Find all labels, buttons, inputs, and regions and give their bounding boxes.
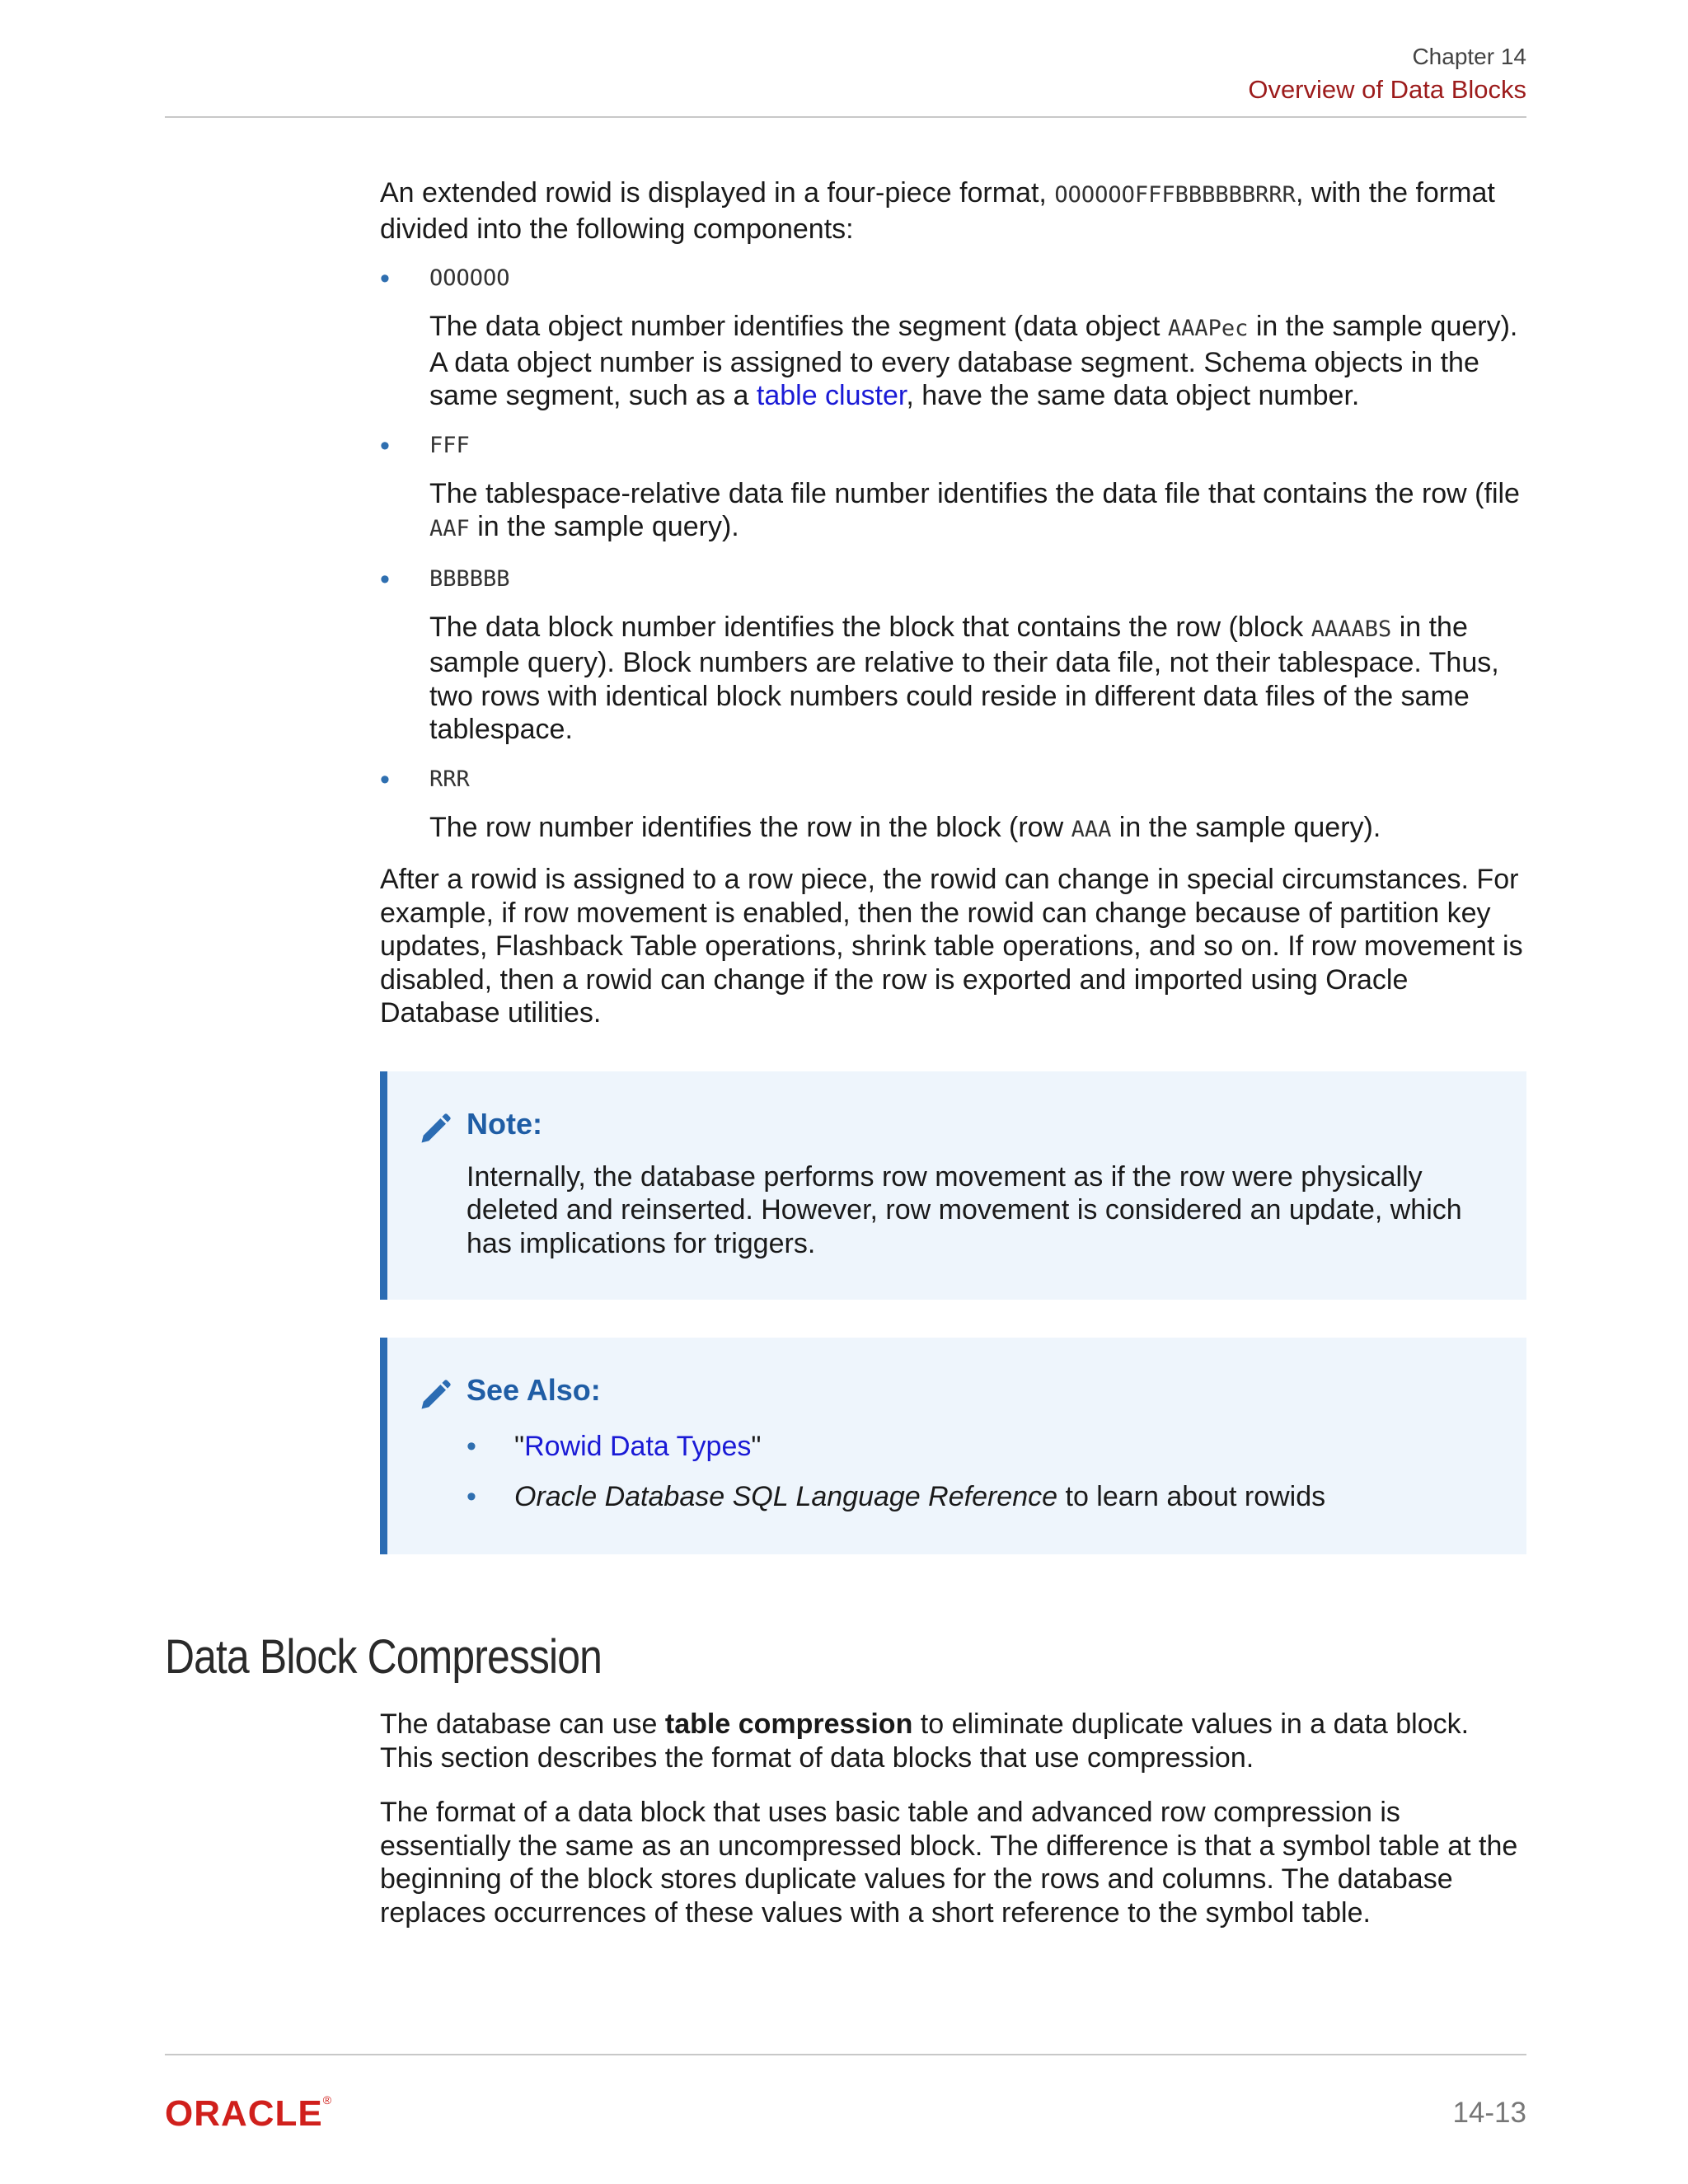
list-item: • "Rowid Data Types" bbox=[467, 1431, 762, 1462]
table-cluster-link[interactable]: table cluster bbox=[756, 380, 907, 411]
component-term: OOOOOO bbox=[429, 265, 510, 291]
list-item bbox=[380, 763, 1526, 847]
see-also-callout bbox=[380, 1338, 1526, 1554]
component-term: RRR bbox=[429, 766, 470, 792]
list-item bbox=[380, 563, 1526, 747]
component-description: The data block number identifies the block that contains the row (block AAAABS in the sample query). Block numbers are relative to their data file, not their tablespace. Thus, two rows with identical block numbers could reside in different data files of the same tablespace. bbox=[429, 611, 1499, 745]
main-content bbox=[380, 176, 1526, 1554]
oracle-logo: ORACLE® bbox=[165, 2093, 333, 2134]
pencil-icon bbox=[417, 1111, 453, 1147]
see-also-title: See Also: bbox=[467, 1373, 601, 1407]
see-also-list bbox=[467, 1430, 1502, 1513]
bold-term: table compression bbox=[664, 1708, 913, 1740]
rowid-change-paragraph: After a rowid is assigned to a row piece, the rowid can change in special circumstances. For example, if row movement is enabled, then the rowid can change because of partition key updates, Flashback Table operations, shrink table operations, and so on. If row movement is disabled, then a rowid can change if the row is exported and imported using Oracle Database utilities. bbox=[380, 864, 1523, 1029]
rowid-components-list bbox=[380, 262, 1526, 846]
note-title: Note: bbox=[467, 1106, 542, 1141]
section-label: Overview of Data Blocks bbox=[1248, 75, 1526, 104]
inline-code: AAF bbox=[429, 516, 470, 541]
footer-divider bbox=[165, 2054, 1526, 2055]
list-item bbox=[380, 429, 1526, 546]
bullet-icon: • bbox=[380, 263, 390, 294]
note-callout bbox=[380, 1071, 1526, 1301]
component-description: The data object number identifies the segment (data object AAAPec in the sample query). A data object number is assigned to every database segment. Schema objects in the same segment, such as a table cluster, have the same data object number. bbox=[429, 311, 1518, 411]
bullet-icon: • bbox=[380, 563, 390, 595]
bullet-icon: • bbox=[380, 429, 390, 462]
bullet-icon: • bbox=[467, 1431, 476, 1462]
note-body: Internally, the database performs row movement as if the row were physically deleted and reinserted. However, row movement is considered an update, which has implications for triggers. bbox=[467, 1160, 1462, 1259]
chapter-label: Chapter 14 bbox=[1412, 44, 1526, 69]
compression-format-paragraph: The format of a data block that uses basic table and advanced row compression is essentially the same as an uncompressed block. The difference is that a symbol table at the beginning of the block stores duplicate values for the rows and columns. The database replaces occurrences of these values with a short reference to the symbol table. bbox=[380, 1797, 1518, 1929]
bullet-icon: • bbox=[380, 763, 390, 795]
header-divider bbox=[165, 116, 1526, 118]
intro-paragraph: An extended rowid is displayed in a four-piece format, OOOOOOFFFBBBBBBRRR, with the format divided into the following components: bbox=[380, 177, 1495, 245]
component-description: The tablespace-relative data file number identifies the data file that contains the row (file AAF in the sample query). bbox=[429, 477, 1520, 542]
inline-code: AAAABS bbox=[1311, 616, 1392, 642]
inline-code: OOOOOOFFFBBBBBBRRR bbox=[1054, 182, 1296, 208]
list-item: • Oracle Database SQL Language Reference to learn about rowids bbox=[467, 1480, 1326, 1512]
inline-code: AAAPec bbox=[1167, 316, 1249, 341]
pencil-icon bbox=[417, 1377, 453, 1413]
bullet-icon: • bbox=[467, 1480, 476, 1512]
book-title: Oracle Database SQL Language Reference bbox=[514, 1480, 1058, 1512]
inline-code: AAA bbox=[1071, 816, 1112, 842]
compression-intro-paragraph: The database can use table compression to eliminate duplicate values in a data block. This section describes the format of data blocks that use compression. bbox=[380, 1708, 1470, 1774]
section-heading: Data Block Compression bbox=[165, 1630, 602, 1684]
rowid-data-types-link[interactable]: Rowid Data Types bbox=[524, 1431, 752, 1462]
component-term: BBBBBB bbox=[429, 565, 510, 592]
page-header bbox=[1248, 41, 1526, 107]
list-item bbox=[380, 262, 1526, 413]
compression-content bbox=[380, 1708, 1526, 1929]
component-term: FFF bbox=[429, 432, 470, 458]
page-number: 14-13 bbox=[1452, 2097, 1526, 2129]
component-description: The row number identifies the row in the block (row AAA in the sample query). bbox=[429, 811, 1381, 843]
